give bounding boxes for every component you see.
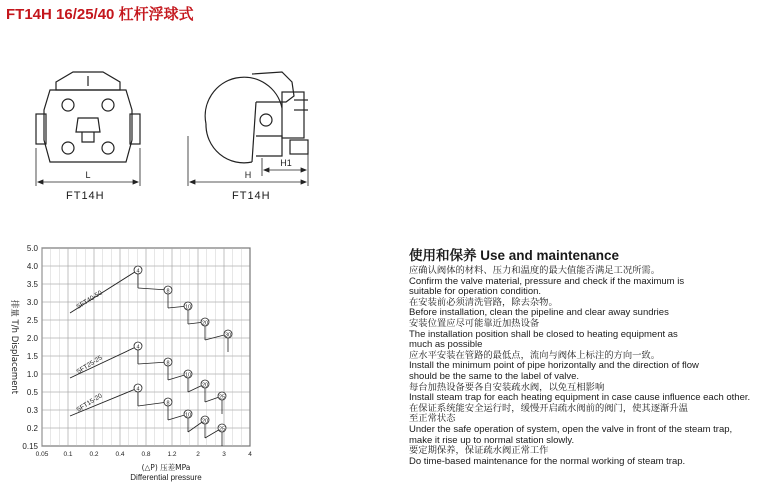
- x-tick-label: 3: [222, 451, 226, 458]
- series-marker-label: 10: [184, 412, 192, 419]
- series-marker-label: 4: [136, 344, 140, 351]
- x-tick-label: 2: [196, 451, 200, 458]
- y-tick-label: 1.5: [26, 352, 38, 361]
- x-tick-label: 0.1: [63, 451, 73, 458]
- x-tick-label: 0.05: [35, 451, 49, 458]
- x-tick-label: 0.4: [115, 451, 125, 458]
- y-tick-label: 5.0: [26, 244, 38, 253]
- x-tick-label: 0.2: [89, 451, 99, 458]
- side-view-label: FT14H: [232, 190, 271, 202]
- y-tick-label: 0.3: [26, 406, 38, 415]
- y-tick-label: 3.5: [26, 280, 38, 289]
- maintenance-line: make it rise up to normal station slowly.: [409, 434, 575, 446]
- maintenance-line: 应确认阀体的材料、压力和温度的最大值能否满足工况所需。: [409, 265, 661, 276]
- maintenance-line: Before installation, clean the pipeline and clear away sundries: [409, 307, 669, 319]
- x-axis-label-cn: (△P) 压差MPa: [141, 463, 191, 472]
- series-name: SFT15-20: [75, 392, 104, 414]
- dim-l-label: L: [85, 170, 91, 180]
- series-marker-label: 25: [218, 426, 226, 433]
- series-marker-label: 30: [224, 332, 232, 339]
- front-view-label: FT14H: [66, 190, 105, 202]
- series-marker-label: 10: [184, 304, 192, 311]
- maintenance-line: 安装位置应尽可能靠近加热设备: [409, 317, 540, 329]
- maintenance-line: 在安装前必须清洗管路，除去杂物。: [409, 296, 558, 308]
- dim-h-label: H: [244, 170, 252, 180]
- y-tick-label: 1.0: [26, 370, 38, 379]
- x-tick-label: 1.2: [167, 451, 177, 458]
- series-marker-label: 20: [201, 320, 209, 327]
- maintenance-heading: 使用和保养 Use and maintenance: [409, 248, 620, 263]
- y-axis-label: 排量 T/h Displacement: [9, 299, 19, 395]
- y-tick-label: 2.5: [26, 316, 38, 325]
- maintenance-line: 应水平安装在管路的最低点，流向与阀体上标注的方向一致。: [409, 349, 661, 361]
- maintenance-line: 每台加热设备要各自安装疏水阀，以免互相影响: [409, 381, 605, 393]
- side-view-drawing: [186, 66, 326, 206]
- maintenance-line: Install the minimum point of pipe horizontally and the direction of flow: [409, 360, 699, 372]
- y-tick-label: 3.0: [26, 298, 38, 307]
- series-name: SFT40-50: [75, 289, 104, 311]
- series-marker-label: 25: [218, 394, 226, 401]
- maintenance-line: suitable for operation condition.: [409, 286, 542, 298]
- maintenance-line: Under the safe operation of system, open the valve in front of the steam trap,: [409, 423, 733, 435]
- maintenance-line: should be the same to the label of valve.: [409, 370, 580, 382]
- maintenance-line: Do time-based maintenance for the normal working of steam trap.: [409, 455, 686, 467]
- maintenance-section: [409, 244, 761, 467]
- x-tick-label: 0.8: [141, 451, 151, 458]
- series-marker-label: 8: [166, 400, 170, 407]
- y-tick-label: 0.2: [26, 424, 38, 433]
- front-view-drawing: [28, 70, 148, 210]
- x-axis-label-en: Differential pressure: [130, 473, 202, 482]
- maintenance-line: 要定期保养，保证疏水阀正常工作: [409, 445, 549, 457]
- series-name: SFT25-25: [75, 354, 104, 376]
- series-marker-label: 4: [136, 386, 140, 393]
- maintenance-line: The installation position shall be closed to heating equipment as: [409, 328, 678, 340]
- y-tick-label: 0.15: [22, 442, 38, 451]
- series-marker-label: 4: [136, 268, 140, 275]
- maintenance-line: 在保证系统能安全运行时，缓慢开启疏水阀前的阀门，使其逐渐升温: [409, 402, 688, 414]
- page-title: FT14H 16/25/40 杠杆浮球式: [6, 6, 194, 23]
- series-marker-label: 10: [184, 372, 192, 379]
- x-tick-label: 4: [248, 451, 252, 458]
- series-marker-label: 8: [166, 360, 170, 367]
- displacement-chart: [0, 238, 260, 483]
- y-tick-label: 2.0: [26, 334, 38, 343]
- y-tick-label: 4.0: [26, 262, 38, 271]
- series-marker-label: 8: [166, 288, 170, 295]
- dim-h1-label: H1: [280, 158, 292, 168]
- series-marker-label: 20: [201, 382, 209, 389]
- maintenance-line: 至正常状态: [409, 413, 456, 425]
- maintenance-line: Confirm the valve material, pressure and check if the maximum is: [409, 275, 685, 287]
- maintenance-line: Install steam trap for each heating equipment in case cause influence each other.: [409, 392, 751, 404]
- maintenance-lines: [409, 266, 761, 467]
- maintenance-line: much as possible: [409, 339, 483, 351]
- y-tick-label: 0.5: [26, 388, 38, 397]
- series-marker-label: 20: [201, 418, 209, 425]
